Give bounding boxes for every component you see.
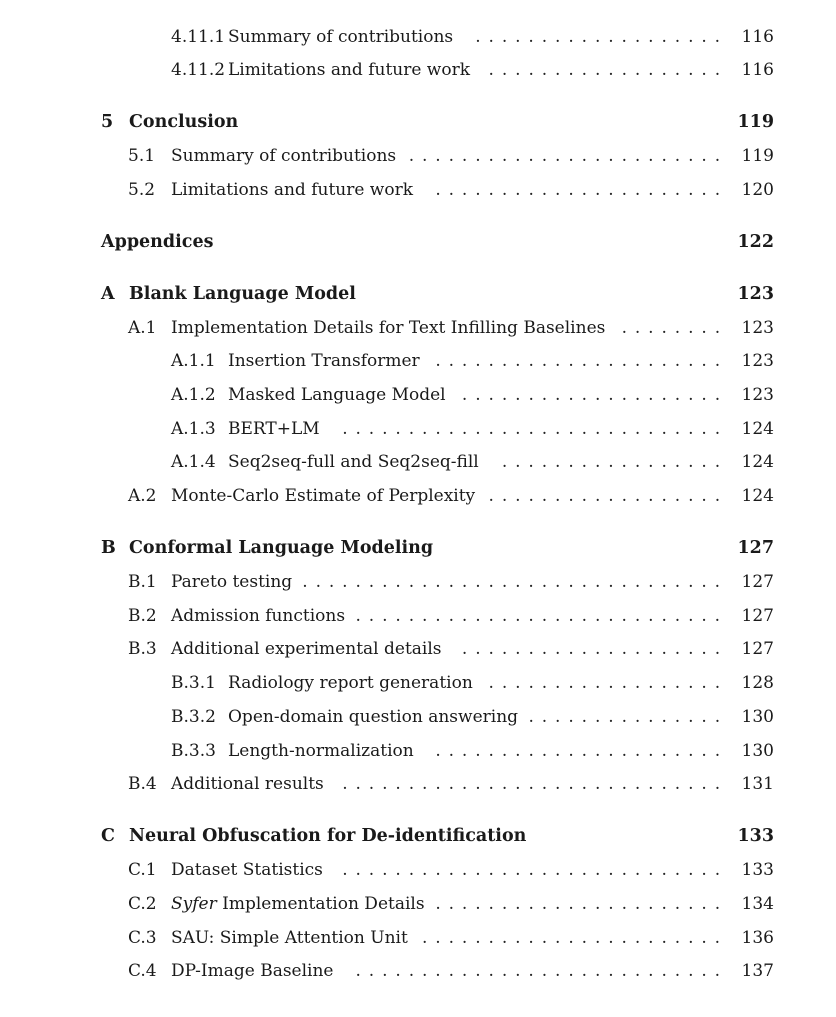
section-number: A.1.2 [171,385,216,405]
page-number: 124 [741,419,774,439]
section-title: Implementation Details for Text Infilling Baselines [171,318,606,338]
section-number: 4.11.2 [171,60,226,80]
dot-leader: ...................... [435,351,728,371]
toc-entry-b-3-3[interactable] [0,739,836,763]
section-title: Limitations and future work [228,60,471,80]
section-number: B.2 [128,606,157,626]
toc-chapter-5[interactable] [0,110,836,134]
section-title: Summary of contributions [171,146,397,166]
section-title: Admission functions [171,606,346,626]
page-number: 130 [741,707,774,727]
page-number: 127 [741,639,774,659]
chapter-number: 5 [101,112,114,132]
page-number: 123 [741,385,774,405]
section-title: Radiology report generation [228,673,473,693]
section-number: B.3.3 [171,741,216,761]
page-number: 127 [741,572,774,592]
section-title: DP-Image Baseline [171,961,334,981]
toc-entry-b-2[interactable] [0,604,836,628]
dot-leader: ...................... [435,180,728,200]
section-number: B.4 [128,774,157,794]
dot-leader: .................. [488,60,728,80]
page-number: 122 [737,232,774,252]
chapter-number: C [101,826,115,846]
section-title [171,892,425,916]
chapter-title: Neural Obfuscation for De-identification [129,826,527,846]
toc-appendix-b[interactable] [0,536,836,560]
toc-entry-b-1[interactable] [0,570,836,594]
dot-leader: ........ [621,318,728,338]
toc-entry-b-3[interactable] [0,637,836,661]
toc-entry-a-1[interactable] [0,316,836,340]
dot-leader: ............................ [355,606,728,626]
dot-leader: ............................. [342,774,728,794]
toc-entry-5-1[interactable] [0,144,836,168]
section-number: A.2 [128,486,157,506]
toc-entry-c-4[interactable] [0,959,836,983]
section-title: SAU: Simple Attention Unit [171,928,408,948]
toc-entry-b-3-2[interactable] [0,705,836,729]
page-number: 116 [741,27,774,47]
toc-entry-a-1-1[interactable] [0,349,836,373]
section-number: A.1.3 [171,419,216,439]
dot-leader: .................... [461,639,728,659]
page-number: 119 [737,112,774,132]
dot-leader: ............................. [342,860,728,880]
section-number: A.1 [128,318,157,338]
page-number: 119 [741,146,774,166]
page-number: 124 [741,486,774,506]
section-title-italic: Syfer [171,894,217,914]
section-title-rest: Implementation Details [222,894,425,914]
toc-entry-a-2[interactable] [0,484,836,508]
page-number: 123 [741,351,774,371]
page-number: 137 [741,961,774,981]
toc-entry-4-11-1[interactable] [0,25,836,49]
section-title: Additional experimental details [171,639,442,659]
chapter-number: A [101,284,115,304]
toc-entry-a-1-4[interactable] [0,450,836,474]
toc-entry-c-1[interactable] [0,858,836,882]
section-number: 4.11.1 [171,27,226,47]
chapter-number: B [101,538,116,558]
dot-leader: ........................ [408,146,728,166]
page-number: 127 [741,606,774,626]
page-number: 136 [741,928,774,948]
toc-entry-b-3-1[interactable] [0,671,836,695]
dot-leader: .................... [461,385,728,405]
section-number: B.3.2 [171,707,216,727]
section-title: Masked Language Model [228,385,446,405]
toc-entry-b-4[interactable] [0,772,836,796]
page-number: 127 [737,538,774,558]
dot-leader: .................. [488,486,728,506]
page-number: 123 [737,284,774,304]
page-number: 134 [741,894,774,914]
page-number: 133 [741,860,774,880]
page-number: 116 [741,60,774,80]
dot-leader: ....................... [422,928,728,948]
section-title: Dataset Statistics [171,860,323,880]
page-number: 133 [737,826,774,846]
dot-leader: ................................ [302,572,728,592]
section-title: Pareto testing [171,572,293,592]
section-number: A.1.4 [171,452,216,472]
toc-entry-c-2[interactable] [0,892,836,916]
page-number: 130 [741,741,774,761]
dot-leader: ............... [528,707,728,727]
toc-appendices[interactable] [0,230,836,254]
section-number: B.3.1 [171,673,216,693]
page-number: 128 [741,673,774,693]
dot-leader: ................. [501,452,728,472]
section-number: B.1 [128,572,157,592]
chapter-title: Appendices [101,232,214,252]
dot-leader: ............................ [355,961,728,981]
section-number: C.2 [128,894,157,914]
dot-leader: ...................... [435,741,728,761]
toc-entry-a-1-2[interactable] [0,383,836,407]
chapter-title: Conclusion [129,112,239,132]
chapter-title: Blank Language Model [129,284,356,304]
section-title: Length-normalization [228,741,414,761]
section-number: C.3 [128,928,157,948]
page-number: 131 [741,774,774,794]
page-number: 120 [741,180,774,200]
section-title: Monte-Carlo Estimate of Perplexity [171,486,476,506]
dot-leader: .................. [488,673,728,693]
section-number: A.1.1 [171,351,216,371]
toc-appendix-a[interactable] [0,282,836,306]
toc-entry-a-1-3[interactable] [0,417,836,441]
dot-leader: ................... [475,27,728,47]
section-number: 5.2 [128,180,156,200]
section-title: BERT+LM [228,419,320,439]
section-title: Summary of contributions [228,27,454,47]
chapter-title: Conformal Language Modeling [129,538,434,558]
section-number: 5.1 [128,146,156,166]
section-title: Seq2seq-full and Seq2seq-fill [228,452,479,472]
dot-leader: ...................... [435,894,728,914]
toc-entry-4-11-2[interactable] [0,58,836,82]
section-title: Insertion Transformer [228,351,420,371]
page-number: 124 [741,452,774,472]
toc-entry-5-2[interactable] [0,178,836,202]
section-title: Additional results [171,774,324,794]
section-title: Open-domain question answering [228,707,519,727]
section-number: C.1 [128,860,157,880]
section-number: C.4 [128,961,157,981]
section-number: B.3 [128,639,157,659]
toc-appendix-c[interactable] [0,824,836,848]
dot-leader: ............................. [342,419,728,439]
page-number: 123 [741,318,774,338]
toc-entry-c-3[interactable] [0,926,836,950]
section-title: Limitations and future work [171,180,414,200]
